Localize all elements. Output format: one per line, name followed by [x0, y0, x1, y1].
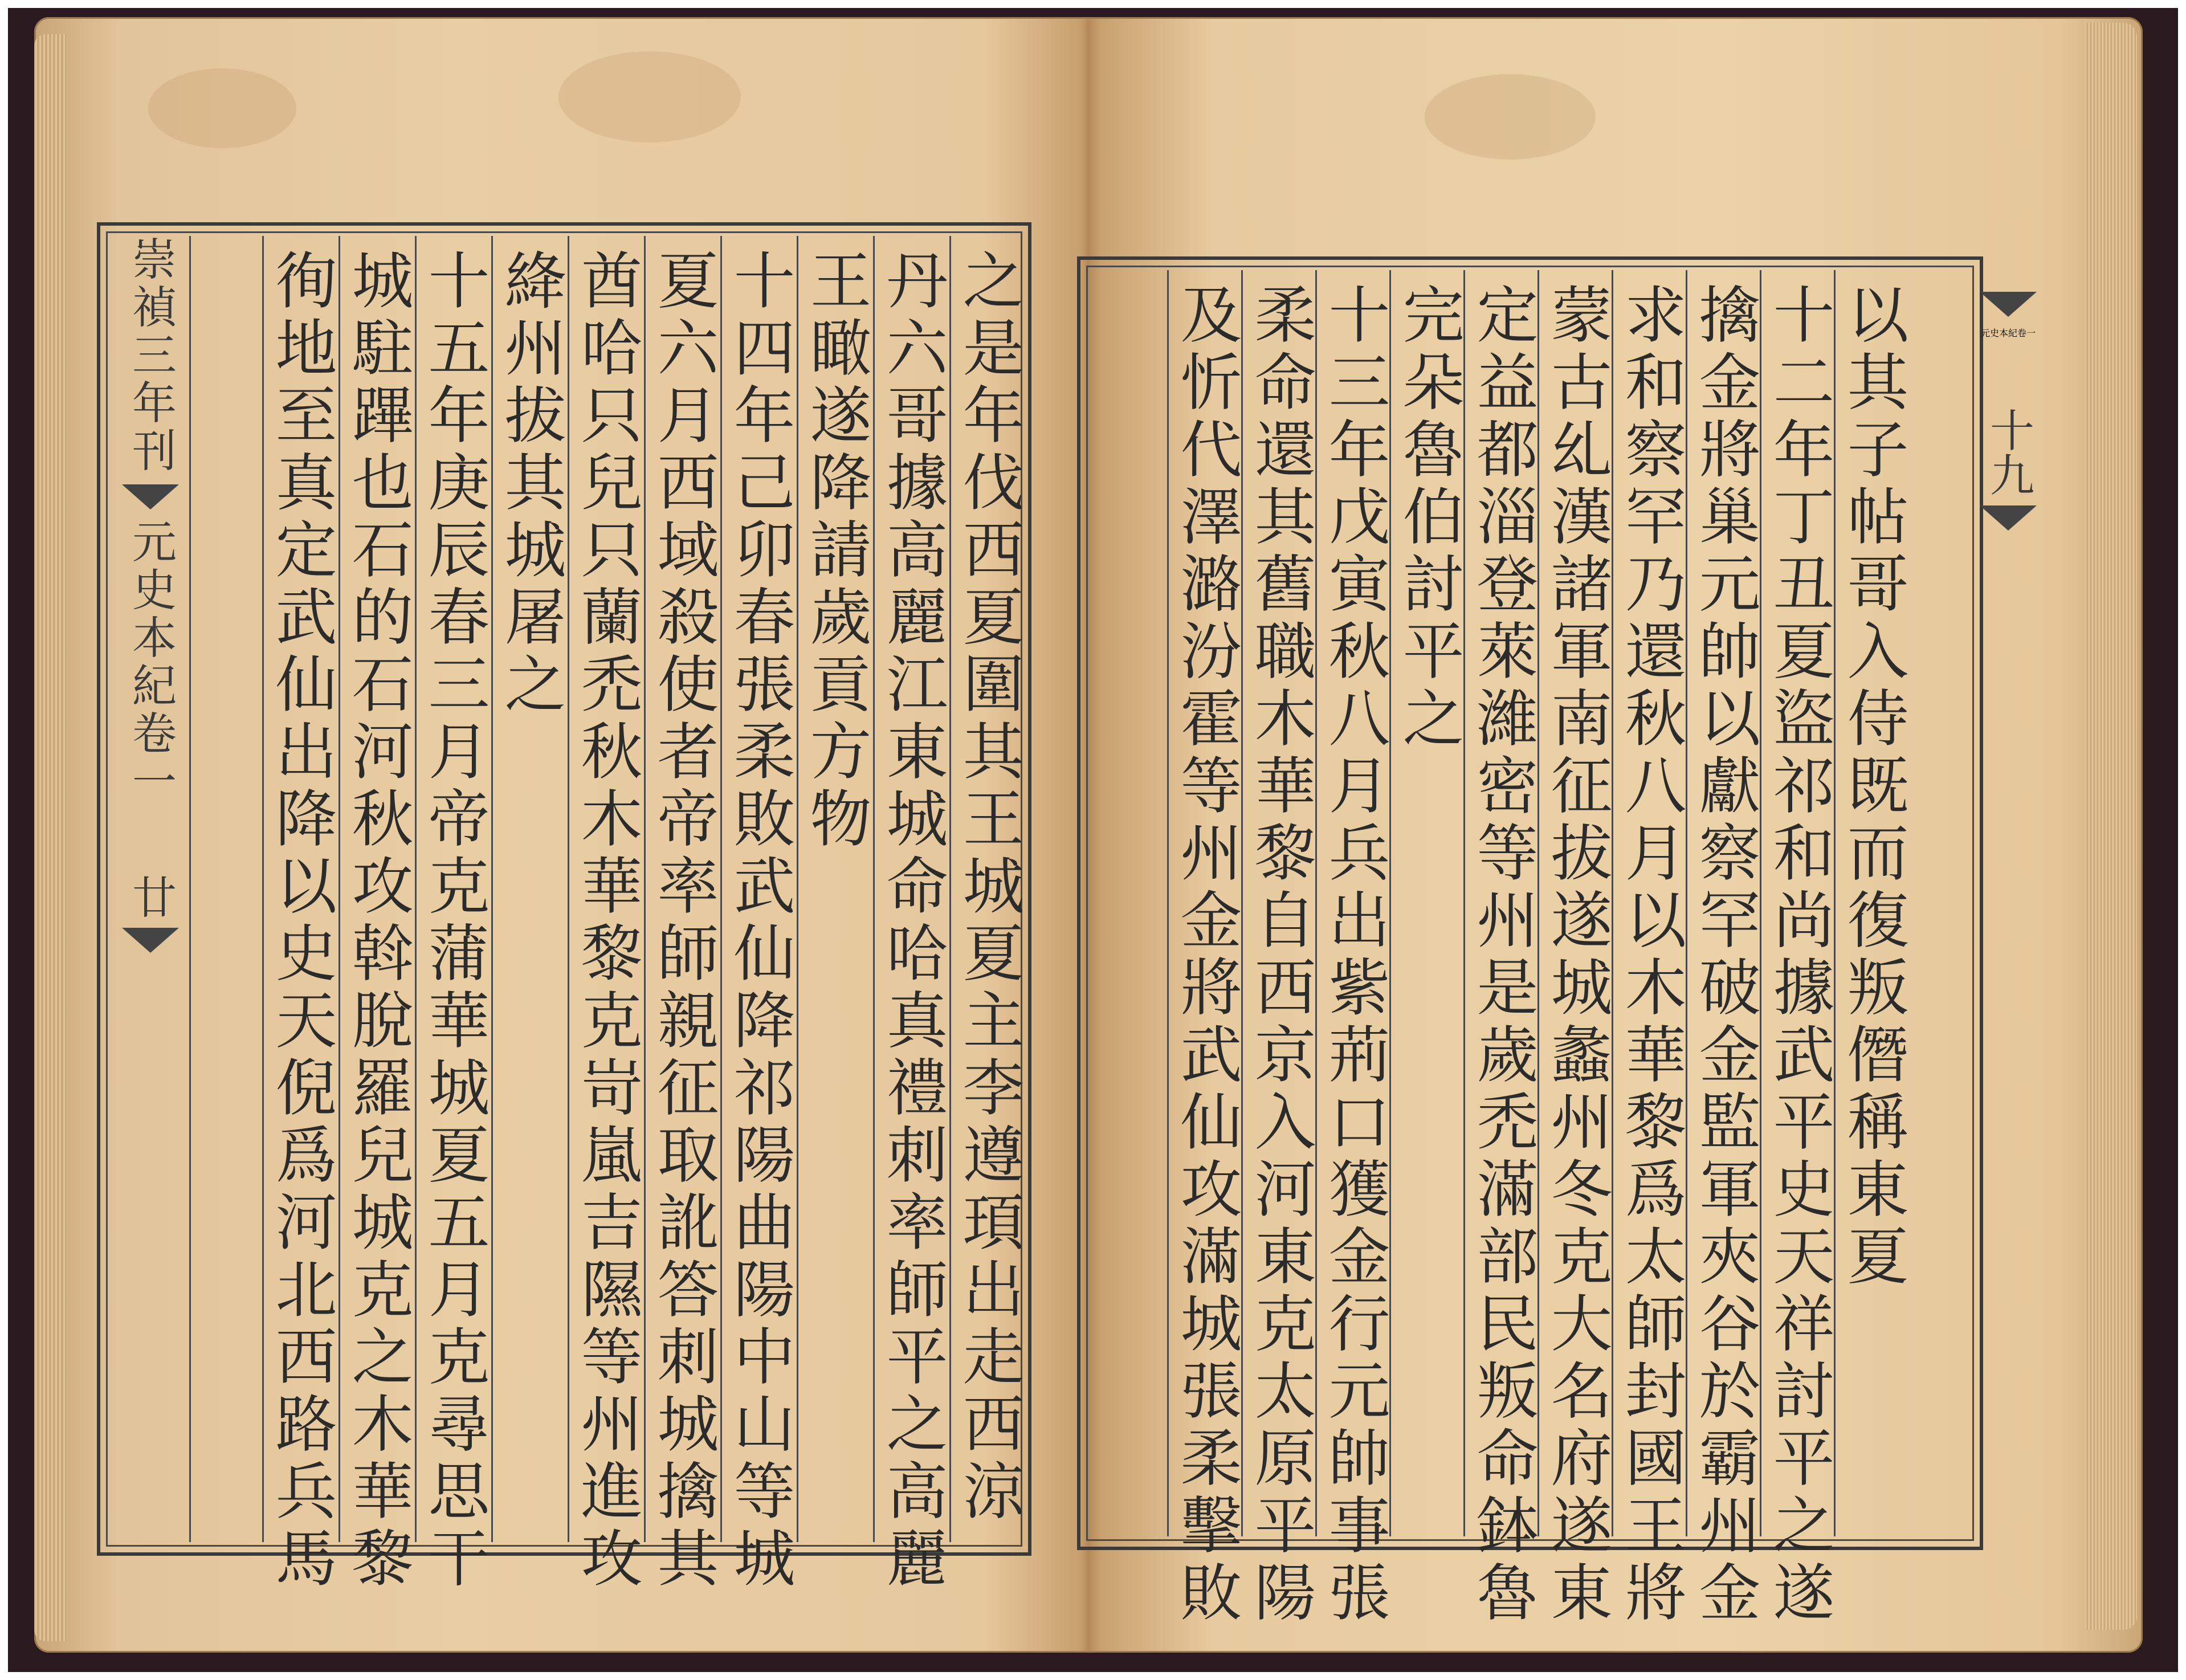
right-fold-title: 元史本紀卷一 [1980, 329, 2036, 339]
right-page-edges [2086, 23, 2137, 1630]
column-text: 夏六月西域殺使者帝率師親征取訛答刺城擒其 [647, 248, 718, 1593]
text-column [797, 236, 871, 1542]
column-text: 十二年丁丑夏盜祁和尚據武平史天祥討平之遂 [1763, 283, 1834, 1628]
text-column [1537, 270, 1612, 1628]
column-text: 之是年伐西夏圍其王城夏主李遵頊出走西涼 [952, 248, 1023, 1526]
column-text: 蒙古乣漢諸軍南征拔遂城蠡州冬克大名府遂東 [1540, 283, 1612, 1628]
column-text: 十三年戊寅秋八月兵出紫荊口獲金行元帥事張 [1318, 283, 1389, 1628]
fish-tail-mark [1980, 505, 2037, 531]
left-fold-title: 元史本紀卷一 [125, 519, 176, 806]
paper-stain [148, 68, 296, 148]
fish-tail-mark [122, 484, 179, 509]
column-text: 王瞰遂降請歲貢方物 [800, 248, 871, 854]
text-column [1834, 270, 1908, 1536]
column-text: 以其子帖哥入侍既而復叛僭稱東夏 [1837, 283, 1908, 1291]
text-column [720, 236, 795, 1593]
left-page-frame [97, 222, 1031, 1593]
column-text: 及忻代澤潞汾霍等州金將武仙攻滿城張柔擊敗 [1170, 283, 1241, 1628]
column-text: 擒金將巢元帥以獻察罕破金監軍夾谷於霸州金 [1689, 283, 1760, 1628]
text-column [415, 236, 490, 1593]
left-fold-edition: 崇禎三年刊 [125, 236, 176, 475]
text-column [1463, 270, 1538, 1628]
text-column [491, 236, 566, 1542]
left-page-edges [34, 34, 66, 1641]
text-column [644, 236, 719, 1593]
text-column [262, 236, 337, 1593]
text-column [568, 236, 642, 1593]
text-column [1389, 270, 1464, 1536]
column-text: 徇地至真定武仙出降以史天倪爲河北西路兵馬 [265, 248, 336, 1593]
column-text: 絳州拔其城屠之 [494, 248, 565, 719]
column-text: 十五年庚辰春三月帝克蒲華城夏五月克尋思干 [418, 248, 489, 1593]
column-text: 十四年己卯春張柔敗武仙降祁陽曲陽中山等城 [723, 248, 794, 1593]
text-column [1241, 270, 1316, 1628]
text-column [338, 236, 413, 1593]
text-column [1686, 270, 1760, 1628]
text-column [1167, 270, 1242, 1628]
left-fold-leaf-number: 廿 [125, 874, 176, 919]
column-text: 定益都淄登萊濰密等州是歲禿滿部民叛命鉢魯 [1466, 283, 1537, 1628]
right-page-frame [1077, 256, 2036, 1628]
column-text: 酋哈只兒只蘭禿秋木華黎克岢嵐吉隰等州進攻 [570, 248, 642, 1593]
column-text: 柔命還其舊職木華黎自西京入河東克太原平陽 [1244, 283, 1315, 1628]
column-text: 丹六哥據高麗江東城命哈真禮刺率師平之高麗 [876, 248, 947, 1593]
text-column [949, 236, 1024, 1542]
fish-tail-mark [122, 928, 179, 953]
column-text: 城駐蹕也石的石河秋攻斡脫羅兒城克之木華黎 [341, 248, 413, 1593]
text-column [873, 236, 948, 1593]
column-divider [189, 236, 264, 1542]
text-column [1760, 270, 1834, 1628]
text-column [1612, 270, 1686, 1628]
fish-tail-mark [1980, 292, 2037, 317]
paper-stain [1425, 74, 1596, 160]
column-text: 求和察罕乃還秋八月以木華黎爲太師封國王將 [1614, 283, 1686, 1628]
paper-stain [558, 51, 741, 142]
right-fold-leaf-number: 十九 [1983, 407, 2034, 496]
column-text: 完朵魯伯討平之 [1392, 283, 1463, 753]
left-page-centerfold [116, 236, 185, 1542]
right-page-centerfold [1974, 283, 2042, 1536]
text-column [1315, 270, 1390, 1628]
